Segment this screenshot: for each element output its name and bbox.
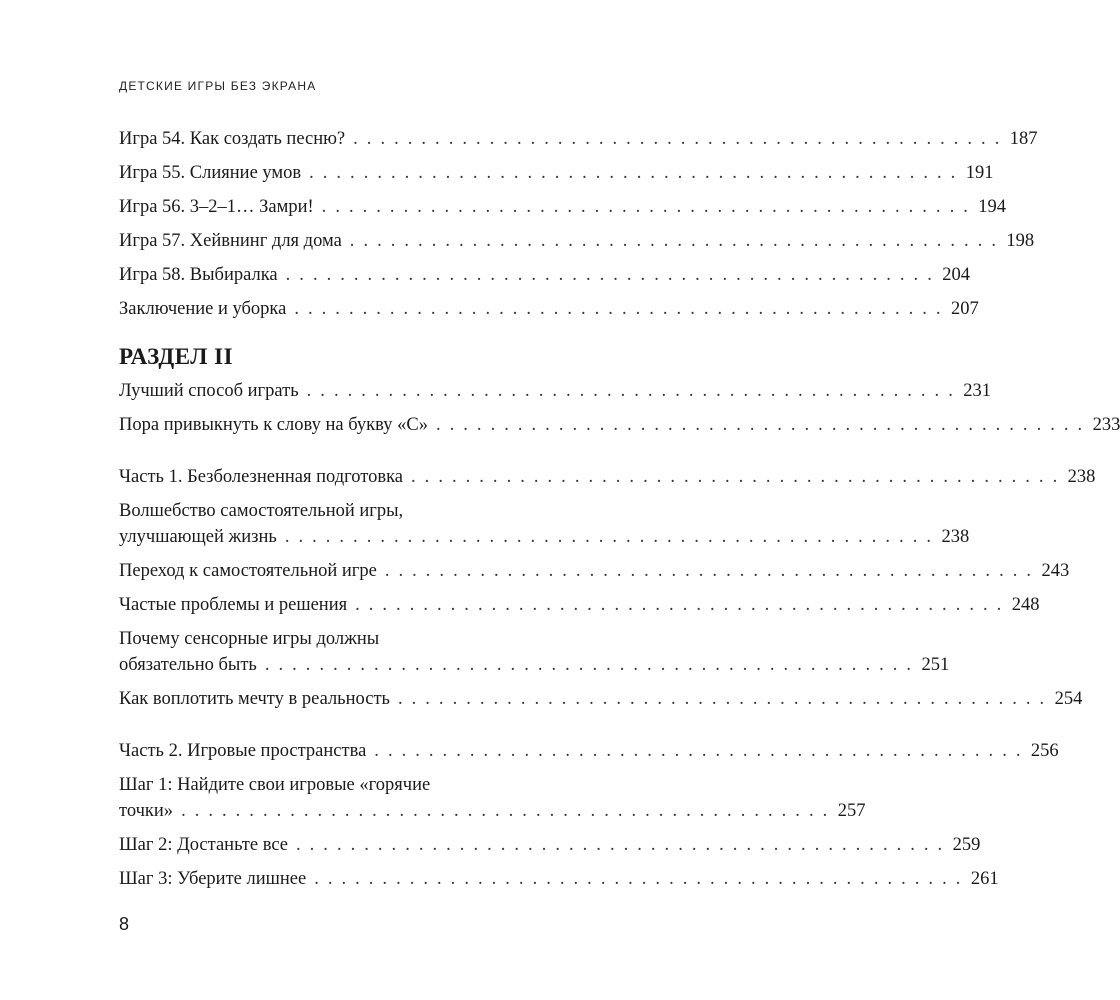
leader-dots: . . . . . . . . . . . . . . . . . . . . . . . . . . . . . . . . . . . . . . . . . . . . . . . . (284, 527, 934, 547)
toc-entry-title: Шаг 3: Уберите лишнее (119, 869, 307, 889)
toc-entry-title-line1: Волшебство самостоятельной игры, (119, 501, 404, 521)
toc-entry[interactable] (119, 262, 971, 288)
toc-entry[interactable] (119, 738, 1059, 764)
toc-entry-title: обязательно быть (119, 655, 257, 675)
toc-entry-page: 238 (1067, 467, 1096, 487)
toc-entry[interactable] (119, 412, 1120, 438)
leader-dots: . . . . . . . . . . . . . . . . . . . . . . . . . . . . . . . . . . . . . . . . . . . . . . . . (294, 299, 943, 319)
toc-entry-title: Заключение и уборка (119, 299, 287, 319)
toc-entry-title: Игра 57. Хейвнинг для дома (119, 231, 342, 251)
page-number: 8 (119, 914, 130, 934)
toc-entry-title: Пора привыкнуть к слову на букву «С» (119, 415, 428, 435)
toc-entry-title: Часть 2. Игровые пространства (119, 741, 367, 761)
toc-entry-title: Частые проблемы и решения (119, 595, 348, 615)
toc-entry-page: 231 (963, 381, 992, 401)
toc-entry-page: 248 (1011, 595, 1040, 615)
toc-entry-page: 191 (965, 163, 994, 183)
toc-entry-page: 257 (837, 801, 866, 821)
leader-dots: . . . . . . . . . . . . . . . . . . . . . . . . . . . . . . . . . . . . . . . . . . . . . . . . (435, 415, 1085, 435)
toc-entry-page: 233 (1092, 415, 1120, 435)
toc-entry-page: 187 (1009, 129, 1038, 149)
toc-entry-page: 238 (941, 527, 970, 547)
toc-entry-page: 251 (921, 655, 950, 675)
leader-dots: . . . . . . . . . . . . . . . . . . . . . . . . . . . . . . . . . . . . . . . . . . . . . . . . (309, 163, 958, 183)
toc-entry[interactable] (119, 866, 999, 892)
toc-entry-multiline[interactable] (119, 626, 950, 678)
table-of-contents (119, 126, 1120, 892)
leader-dots: . . . . . . . . . . . . . . . . . . . . . . . . . . . . . . . . . . . . . . . . . . . . . . . . (264, 655, 914, 675)
toc-entry-title: Игра 56. 3–2–1… Замри! (119, 197, 314, 217)
toc-entry-page: 259 (952, 835, 981, 855)
toc-entry-title: Лучший способ играть (119, 381, 299, 401)
leader-dots: . . . . . . . . . . . . . . . . . . . . . . . . . . . . . . . . . . . . . . . . . . . . . . . . (384, 561, 1034, 581)
toc-entry-title: Игра 55. Слияние умов (119, 163, 302, 183)
toc-entry[interactable] (119, 378, 992, 404)
leader-dots: . . . . . . . . . . . . . . . . . . . . . . . . . . . . . . . . . . . . . . . . . . . . . . . . (306, 381, 956, 401)
toc-entry-multiline[interactable] (119, 498, 970, 550)
toc-entry[interactable] (119, 832, 981, 858)
toc-entry[interactable] (119, 686, 1083, 712)
toc-entry[interactable] (119, 464, 1096, 490)
toc-entry-title: Шаг 2: Достаньте все (119, 835, 288, 855)
toc-entry[interactable] (119, 296, 979, 322)
leader-dots: . . . . . . . . . . . . . . . . . . . . . . . . . . . . . . . . . . . . . . . . . . . . . . . . (314, 869, 963, 889)
leader-dots: . . . . . . . . . . . . . . . . . . . . . . . . . . . . . . . . . . . . . . . . . . . . . . . . (321, 197, 971, 217)
leader-dots: . . . . . . . . . . . . . . . . . . . . . . . . . . . . . . . . . . . . . . . . . . . . . . . . (355, 595, 1004, 615)
leader-dots: . . . . . . . . . . . . . . . . . . . . . . . . . . . . . . . . . . . . . . . . . . . . . . . . (411, 467, 1060, 487)
toc-entry-title: улучшающей жизнь (119, 527, 277, 547)
toc-entry-title: Игра 54. Как создать песню? (119, 129, 346, 149)
toc-entry[interactable] (119, 228, 1035, 254)
toc-entry-page: 198 (1006, 231, 1035, 251)
leader-dots: . . . . . . . . . . . . . . . . . . . . . . . . . . . . . . . . . . . . . . . . . . . . . . . . (353, 129, 1002, 149)
toc-entry-title: Игра 58. Выбиралка (119, 265, 278, 285)
toc-entry-title: точки» (119, 801, 174, 821)
toc-entry-title-line1: Шаг 1: Найдите свои игровые «горячие (119, 775, 431, 795)
toc-entry-page: 243 (1041, 561, 1070, 581)
section-heading: РАЗДЕЛ II (119, 344, 234, 369)
toc-entry-page: 254 (1054, 689, 1083, 709)
toc-entry[interactable] (119, 592, 1040, 618)
toc-entry[interactable] (119, 160, 994, 186)
toc-entry-page: 256 (1030, 741, 1059, 761)
leader-dots: . . . . . . . . . . . . . . . . . . . . . . . . . . . . . . . . . . . . . . . . . . . . . . . . (296, 835, 945, 855)
leader-dots: . . . . . . . . . . . . . . . . . . . . . . . . . . . . . . . . . . . . . . . . . . . . . . . . (285, 265, 935, 285)
running-head: ДЕТСКИЕ ИГРЫ БЕЗ ЭКРАНА (119, 79, 317, 93)
leader-dots: . . . . . . . . . . . . . . . . . . . . . . . . . . . . . . . . . . . . . . . . . . . . . . . . (349, 231, 999, 251)
toc-entry-page: 204 (942, 265, 971, 285)
leader-dots: . . . . . . . . . . . . . . . . . . . . . . . . . . . . . . . . . . . . . . . . . . . . . . . . (374, 741, 1023, 761)
toc-entry-page: 194 (978, 197, 1007, 217)
toc-entry[interactable] (119, 194, 1007, 220)
leader-dots: . . . . . . . . . . . . . . . . . . . . . . . . . . . . . . . . . . . . . . . . . . . . . . . . (397, 689, 1047, 709)
toc-entry-title: Переход к самостоятельной игре (119, 561, 377, 581)
toc-entry-multiline[interactable] (119, 772, 866, 824)
leader-dots: . . . . . . . . . . . . . . . . . . . . . . . . . . . . . . . . . . . . . . . . . . . . . . . . (181, 801, 830, 821)
toc-entry-title: Как воплотить мечту в реальность (119, 689, 390, 709)
toc-entry-page: 207 (950, 299, 979, 319)
toc-entry-title-line1: Почему сенсорные игры должны (119, 629, 380, 649)
toc-entry-title: Часть 1. Безболезненная подготовка (119, 467, 404, 487)
toc-entry[interactable] (119, 558, 1070, 584)
toc-entry-page: 261 (970, 869, 999, 889)
toc-entry[interactable] (119, 126, 1038, 152)
